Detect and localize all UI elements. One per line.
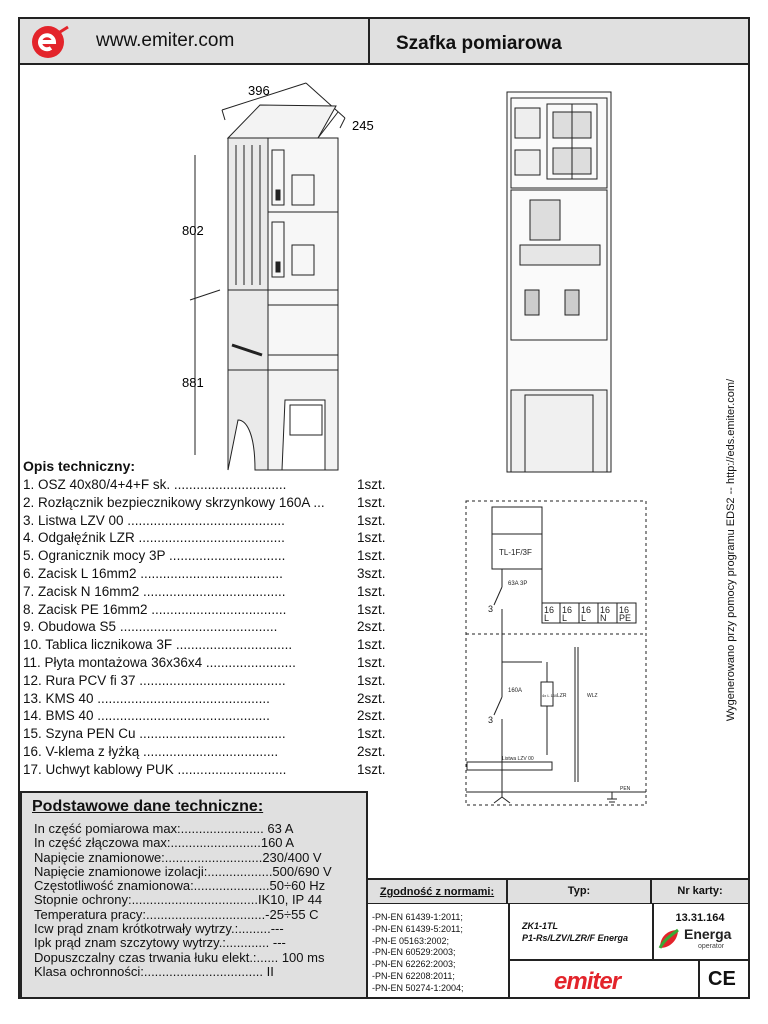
- terminal-type: N: [600, 613, 607, 623]
- fuse-label: 160A: [508, 688, 523, 694]
- dim-upper-height-label: 802: [182, 223, 204, 238]
- parts-list-title: Opis techniczny:: [23, 458, 136, 474]
- list-item: 9. Obudowa S5 .......................................... 2szt.: [23, 619, 386, 635]
- lzr-box-label: 4x L 160: [542, 693, 558, 698]
- terminal-size: 16: [619, 605, 630, 615]
- type-value: ZK1-1TL P1-Rs/LZV/LZR/F Energa: [522, 921, 629, 943]
- spec-row: Napięcie znamionowe:...........................230/400 V: [34, 849, 322, 865]
- energa-logo: Energa operator: [658, 924, 734, 954]
- technical-data-panel: [20, 791, 368, 999]
- terminal-type: L: [581, 613, 587, 623]
- list-item: 13. KMS 40 .............................................. 2szt.: [23, 690, 386, 706]
- terminal-size: 16: [562, 605, 573, 615]
- list-item: 6. Zacisk L 16mm2 ...................................... 3szt.: [23, 565, 386, 581]
- list-item: 2. Rozłącznik bezpiecznikowy skrzynkowy 160A ... 1szt.: [23, 494, 386, 510]
- spec-row: In część złączowa max:.........................160 A: [34, 835, 295, 851]
- wiring-diagram: [462, 497, 652, 809]
- emiter-brand-logo: emiter: [554, 968, 621, 995]
- list-item: 3. Listwa LZV 00 .......................................... 1szt.: [23, 512, 386, 528]
- spec-row: Stopnie ochrony:...................................IK10, IP 44: [34, 892, 323, 908]
- pole-3-label-top: 3: [488, 604, 494, 614]
- lzr-label: LZR: [557, 693, 567, 699]
- spec-row: Ipk prąd znam szczytowy wytrzy.:............ ---: [34, 935, 286, 951]
- limiter-label: 63A 3P: [508, 581, 528, 587]
- terminal-size: 16: [544, 605, 555, 615]
- card-number: 13.31.164: [675, 912, 725, 924]
- list-item: 11. Płyta montażowa 36x36x4 ........................ 1szt.: [23, 654, 386, 670]
- list-item: 1. OSZ 40x80/4+4+F sk. .............................. 1szt.: [23, 477, 386, 492]
- list-item: 7. Zacisk N 16mm2 ...................................... 1szt.: [23, 583, 386, 599]
- parts-list: [23, 476, 391, 779]
- listwa-label: Listwa LZV 00: [502, 756, 534, 762]
- card-header: Nr karty:: [652, 880, 748, 904]
- pen-label: PEN: [620, 786, 631, 792]
- technical-data-title: Podstawowe dane techniczne:: [32, 798, 264, 815]
- list-item: 12. Rura PCV fi 37 ....................................... 1szt.: [23, 672, 386, 688]
- list-item: 14. BMS 40 .............................................. 2szt.: [23, 708, 386, 724]
- list-item: 10. Tablica licznikowa 3F ............................... 1szt.: [23, 637, 386, 653]
- pole-3-label-bottom: 3: [488, 715, 494, 725]
- dim-width-label: 396: [248, 83, 270, 98]
- page-title: Szafka pomiarowa: [396, 33, 562, 54]
- list-item: 8. Zacisk PE 16mm2 .................................... 1szt.: [23, 601, 386, 617]
- terminal-size: 16: [581, 605, 592, 615]
- spec-row: Icw prąd znam krótkotrwały wytrzy.:.........---: [34, 921, 284, 937]
- spec-row: Temperatura pracy:.................................-25÷55 C: [34, 906, 319, 922]
- terminal-type: L: [544, 613, 550, 623]
- cabinet-perspective-drawing: [180, 70, 390, 475]
- website-url[interactable]: www.emiter.com: [96, 30, 235, 51]
- wlz-label: WLZ: [587, 693, 598, 699]
- spec-row: Częstotliwość znamionowa:.....................50÷60 Hz: [34, 878, 326, 894]
- spec-row: Napięcie znamionowe izolacji:..................500/690 V: [34, 863, 332, 879]
- generator-note: Wygenerowano przy pomocy programu EDS2 -- http://eds.emiter.com/: [725, 378, 737, 722]
- dim-lower-height-label: 881: [182, 375, 204, 390]
- list-item: 16. V-klema z łyżką .................................... 2szt.: [23, 743, 386, 759]
- ce-mark: CE: [708, 968, 736, 990]
- norms-header: Zgodność z normami:: [368, 880, 508, 904]
- terminal-type: PE: [619, 613, 632, 623]
- dim-depth-label: 245: [352, 118, 374, 133]
- spec-row: In część pomiarowa max:....................... 63 A: [34, 821, 294, 836]
- list-item: 17. Uchwyt kablowy PUK ............................. 1szt.: [23, 761, 386, 777]
- spec-row: Dopuszczalny czas trwania łuku elekt.:...... 100 ms: [34, 949, 325, 965]
- list-item: 5. Ogranicznik mocy 3P ............................... 1szt.: [23, 548, 386, 564]
- terminal-size: 16: [600, 605, 611, 615]
- norms-table: [366, 878, 750, 999]
- meter-label: TL-1F/3F: [499, 548, 532, 557]
- list-item: 15. Szyna PEN Cu ....................................... 1szt.: [23, 726, 386, 742]
- list-item: 4. Odgałęźnik LZR ....................................... 1szt.: [23, 530, 386, 546]
- cabinet-front-view-drawing: [505, 90, 615, 475]
- spec-row: Klasa ochronności:................................. II: [34, 963, 274, 979]
- type-header: Typ:: [508, 880, 652, 904]
- terminal-type: L: [562, 613, 568, 623]
- norms-list: -PN-EN 61439-1:2011; -PN-EN 61439-5:2011; -PN-E 05163:2002; -PN-EN 60529:2003; -PN-EN 62262:2003; -PN-EN 62208:2011; -PN-EN 50274-1:2004;: [372, 912, 464, 993]
- energa-leaf-icon: [658, 928, 680, 950]
